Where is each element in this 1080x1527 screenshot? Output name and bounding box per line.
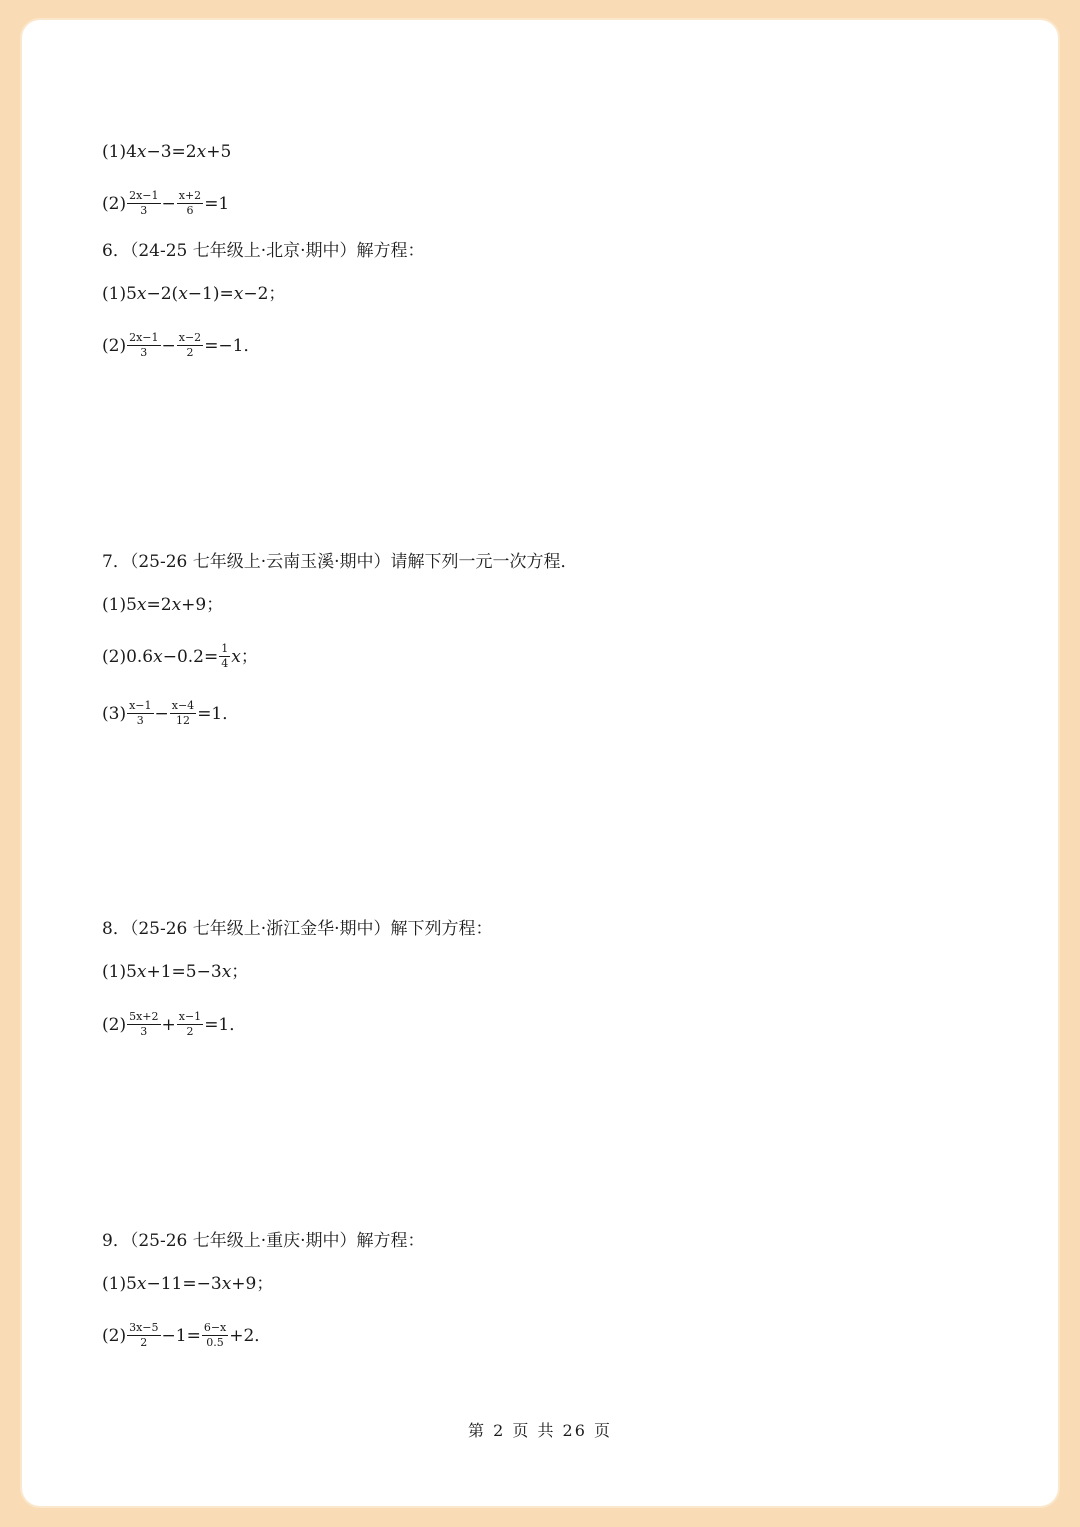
- page-footer: 第 2 页 共 26 页: [468, 1421, 612, 1440]
- fraction: $\frac{2x-1}{3}$: [129, 331, 159, 359]
- p6-header: 6．（24-25 七年级上·北京·期中）解方程：: [102, 241, 425, 261]
- fraction: $\frac{6-x}{0.5}$: [203, 1321, 227, 1349]
- fraction: $\frac{x-2}{2}$: [178, 331, 202, 359]
- p6-equation-2: (2) $\frac{2x-1}{3}$ − $\frac{x-2}{2}$ =−1．: [102, 331, 261, 359]
- p5-equation-1: (1)4 x −3=2 x +5: [102, 142, 232, 162]
- p6-equation-1: (1)5 x −2( x −1)= x −2；: [102, 284, 286, 304]
- p9-equation-2: (2) $\frac{3x-5}{2}$ −1= $\frac{6-x}{0.5}$ +2．: [102, 1321, 272, 1349]
- fraction: $\frac{1}{4}$: [221, 642, 229, 670]
- p8-equation-1: (1)5 x +1=5−3 x ；: [102, 962, 249, 982]
- p9-equation-1: (1)5 x −11=−3 x +9；: [102, 1274, 274, 1294]
- p8-header: 8．（25-26 七年级上·浙江金华·期中）解下列方程：: [102, 919, 493, 939]
- p8-equation-2: (2) $\frac{5x+2}{3}$ + $\frac{x-1}{2}$ =1．: [102, 1010, 247, 1038]
- p5-equation-2: (2) $\frac{2x-1}{3}$ − $\frac{x+2}{6}$ =1: [102, 189, 230, 217]
- fraction: $\frac{x-1}{3}$: [129, 699, 152, 727]
- p7-header: 7．（25-26 七年级上·云南玉溪·期中）请解下列一元一次方程．: [102, 552, 578, 572]
- p7-equation-2: (2)0.6 x −0.2= $\frac{1}{4}$ x ；: [102, 642, 258, 670]
- fraction: $\frac{2x-1}{3}$: [129, 189, 159, 217]
- fraction: $\frac{x-4}{12}$: [171, 699, 195, 727]
- p7-equation-3: (3) $\frac{x-1}{3}$ − $\frac{x-4}{12}$ =1．: [102, 699, 240, 727]
- fraction: $\frac{x-1}{2}$: [178, 1010, 202, 1038]
- p9-header: 9．（25-26 七年级上·重庆·期中）解方程：: [102, 1231, 425, 1251]
- fraction: $\frac{5x+2}{3}$: [129, 1010, 159, 1038]
- fraction: $\frac{3x-5}{2}$: [129, 1321, 159, 1349]
- p7-equation-1: (1)5 x =2 x +9；: [102, 595, 224, 615]
- fraction: $\frac{x+2}{6}$: [178, 189, 202, 217]
